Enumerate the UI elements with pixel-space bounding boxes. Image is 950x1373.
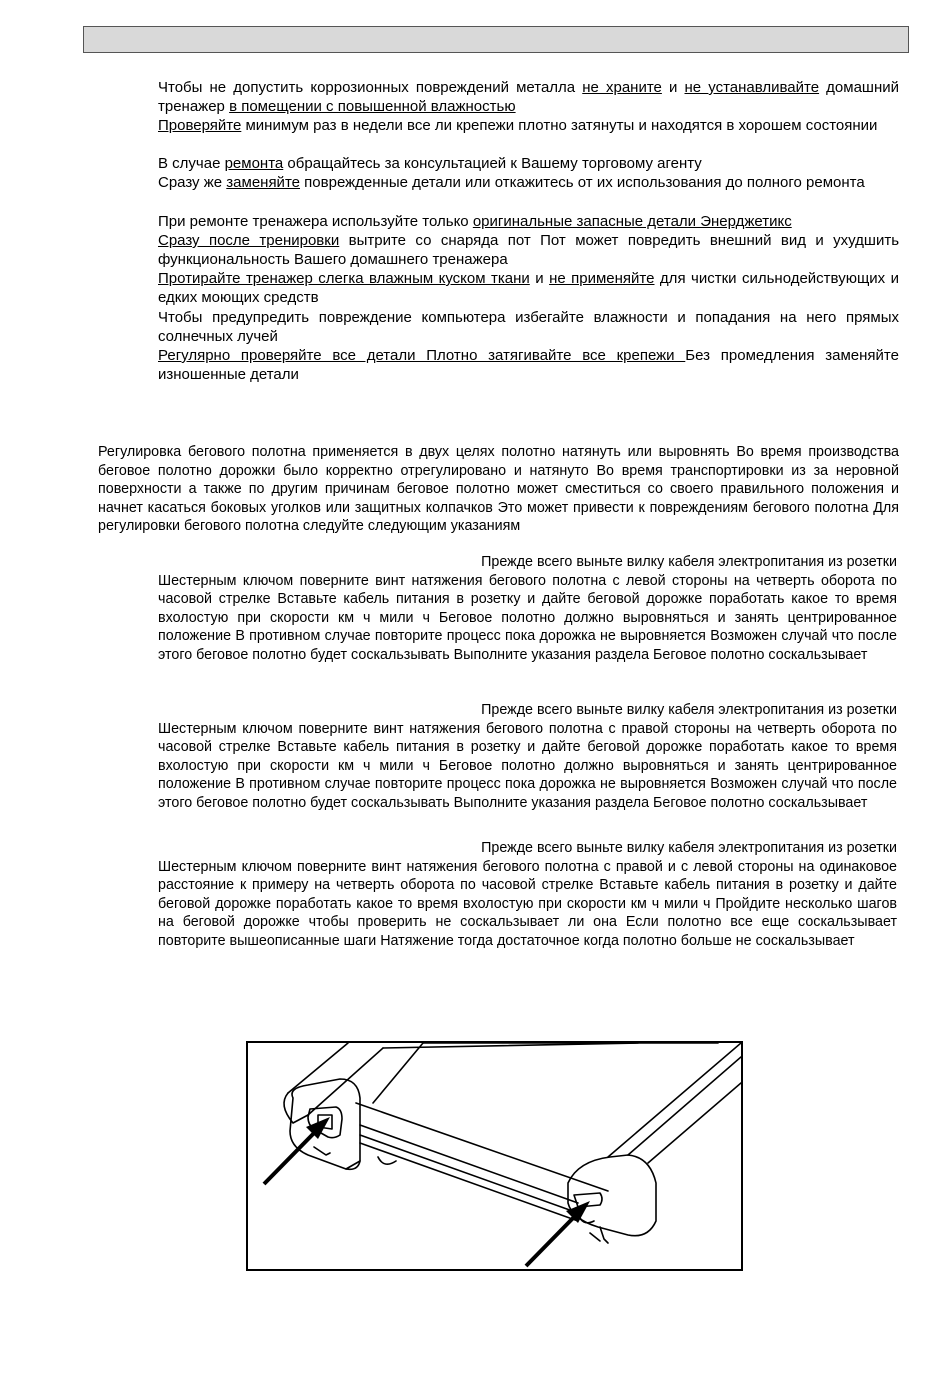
procedure-step-text: Шестерным ключом поверните винт натяжения бегового полотна с правой стороны на четверть оборота по часовой стрелке Вставьте кабель питания в розетку и дайте беговой дорожке поработать какое то время вхолостую при скорости км ч мили ч Беговое полотно должно выровняться и занять центрированное положение В противном случае повторите процесс пока дорожка не выровняется Возможен случай что после этого беговое полотно будет соскальзывать Выполните указания раздела Беговое полотно соскальзывает: [158, 720, 897, 811]
care-emphasis: не применяйте: [549, 270, 655, 287]
care-text: Чтобы не допустить коррозионных повреждений металла: [158, 79, 583, 96]
care-text: минимум раз в недели все ли крепежи плотно затянуты и находятся в хорошем состоянии: [241, 117, 878, 134]
care-text: В случае: [158, 155, 225, 172]
care-item: [158, 308, 899, 346]
care-item: [158, 116, 899, 135]
section-header-bar: [83, 26, 909, 53]
care-item: [158, 154, 899, 173]
care-text: При ремонте тренажера используйте только: [158, 213, 473, 230]
care-emphasis: не устанавливайте: [684, 79, 820, 96]
care-item: [158, 173, 899, 192]
belt-adjustment-intro: [98, 443, 899, 536]
care-emphasis: заменяйте: [226, 174, 300, 191]
care-item: [158, 212, 899, 231]
care-text: и: [661, 79, 685, 96]
care-text: домашний тренажер: [158, 79, 899, 116]
care-emphasis: в помещении с повышенной влажностью: [229, 98, 516, 116]
care-text: Сразу же: [158, 174, 227, 191]
care-text: Без промедления заменяйте изношенные детали: [158, 347, 899, 384]
procedure-step-unplug: Прежде всего выньте вилку кабеля электропитания из розетки: [481, 554, 897, 570]
care-emphasis: Проверяйте: [158, 117, 242, 134]
care-text: и: [529, 270, 550, 287]
care-text: для чистки сильнодействующих и едких моющих средств: [158, 270, 899, 307]
intro-paragraph: Регулировка бегового полотна применяется в двух целях полотно натянуть или выровнять Во время производства беговое полотно дорожки было корректно отрегулировано и натянуто Во время транспортировки из за неровной поверхности а также по другим причинам беговое полотно может сместиться со своего правильного положения и начнет касаться боковых уголков или защитных колпачков Это может привести к повреждениям бегового полотна Для регулировки бегового полотна следуйте следующим указаниям: [98, 444, 899, 534]
care-item: [158, 346, 899, 384]
care-emphasis: оригинальные запасные детали Энерджетикс: [472, 213, 792, 230]
care-text: Чтобы предупредить повреждение компьютера избегайте влажности и попадания на него прямых солнечных лучей: [158, 309, 899, 346]
care-text: вытрите со снаряда пот Пот может повредить внешний вид и ухудшить функциональность Вашего домашнего тренажера: [158, 232, 900, 269]
procedure-right: [158, 701, 897, 812]
care-text: обращайтесь за консультацией к Вашему торговому агенту: [283, 155, 702, 172]
treadmill-illustration: [246, 1041, 743, 1271]
care-emphasis: не храните: [582, 79, 662, 96]
treadmill-rear-roller-adjustment-illustration-icon: [248, 1043, 741, 1269]
care-emphasis: Протирайте тренажер слегка влажным куском ткани: [158, 270, 530, 287]
procedure-step-text: Шестерным ключом поверните винт натяжения бегового полотна с правой и с левой стороны на одинаковое расстояние к примеру на четверть оборота по часовой стрелке Вставьте кабель питания в розетку и дайте беговой дорожке поработать какое то время вхолостую при скорости км ч мили ч Пройдите несколько шагов на беговой дорожке чтобы проверить не соскальзывает ли она Если полотно все еще соскальзывает повторите вышеописанные шаги Натяжение тогда достаточное когда полотно больше не соскальзывает: [158, 858, 897, 949]
care-emphasis: Сразу после тренировки: [158, 232, 340, 249]
care-item: [158, 231, 899, 269]
care-item: [158, 78, 899, 116]
care-text: поврежденные детали или откажитесь от их использования до полного ремонта: [300, 174, 865, 191]
care-emphasis: Регулярно проверяйте все детали Плотно затягивайте все крепежи: [158, 347, 686, 364]
procedure-both: [158, 839, 897, 950]
procedure-left: [158, 553, 897, 664]
procedure-step-unplug: Прежде всего выньте вилку кабеля электропитания из розетки: [481, 840, 897, 856]
care-item: [158, 269, 899, 307]
procedure-step-unplug: Прежде всего выньте вилку кабеля электропитания из розетки: [481, 702, 897, 718]
procedure-step-text: Шестерным ключом поверните винт натяжения бегового полотна с левой стороны на четверть оборота по часовой стрелке Вставьте кабель питания в розетку и дайте беговой дорожке поработать какое то время вхолостую при скорости км ч мили ч Беговое полотно должно выровняться и занять центрированное положение В противном случае повторите процесс пока дорожка не выровняется Возможен случай что после этого беговое полотно будет соскальзывать Выполните указания раздела Беговое полотно соскальзывает: [158, 572, 897, 663]
care-emphasis: ремонта: [224, 155, 284, 172]
